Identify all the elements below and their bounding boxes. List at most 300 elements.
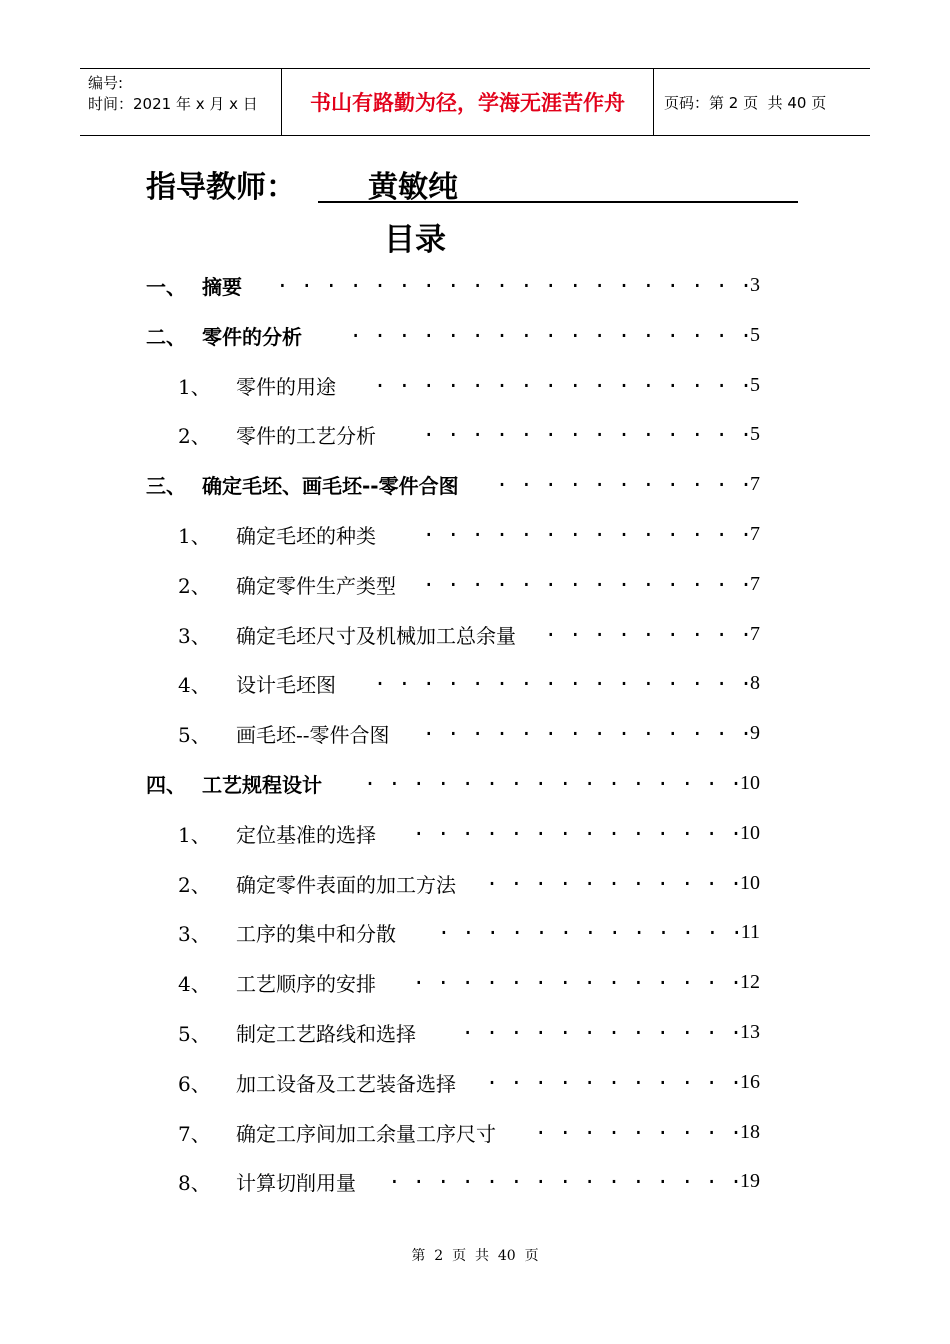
leader-dot: . <box>705 965 718 989</box>
leader-dot: . <box>666 617 679 641</box>
leader-dot: . <box>608 816 621 840</box>
leader-dot: . <box>437 1164 450 1188</box>
leader-dot: . <box>544 617 557 641</box>
leader-dot: . <box>496 567 509 591</box>
leader-dot: . <box>364 766 377 790</box>
leader-dot: . <box>691 716 704 740</box>
leader-dot: . <box>618 368 631 392</box>
leader-dot: . <box>666 318 679 342</box>
leader-dot: . <box>583 1164 596 1188</box>
leader-dot: . <box>349 268 362 292</box>
leader-dot: . <box>666 467 679 491</box>
leader-dot: . <box>740 617 753 641</box>
toc-entry-number: 1、 <box>178 374 211 399</box>
leader-dot: . <box>583 866 596 890</box>
leader-dot: . <box>740 517 753 541</box>
toc-dot-leader <box>400 716 753 748</box>
leader-dot: . <box>447 716 460 740</box>
leader-dot: . <box>496 666 509 690</box>
leader-dot: . <box>544 417 557 441</box>
leader-dot: . <box>486 965 499 989</box>
leader-dot: . <box>462 915 475 939</box>
toc-dot-leader <box>526 617 753 649</box>
leader-dot: . <box>705 1115 718 1139</box>
leader-dot: . <box>730 965 743 989</box>
leader-dot: . <box>496 417 509 441</box>
leader-dot: . <box>398 666 411 690</box>
leader-dot: . <box>608 1115 621 1139</box>
toc-entry[interactable] <box>0 419 950 449</box>
leader-dot: . <box>618 318 631 342</box>
leader-dot: . <box>656 1015 669 1039</box>
leader-dot: . <box>632 816 645 840</box>
leader-dot: . <box>705 816 718 840</box>
toc-entry[interactable] <box>0 270 950 300</box>
leader-dot: . <box>656 1164 669 1188</box>
leader-dot: . <box>666 666 679 690</box>
leader-dot: . <box>681 816 694 840</box>
leader-dot: . <box>412 766 425 790</box>
toc-entry[interactable] <box>0 868 950 898</box>
leader-dot: . <box>608 766 621 790</box>
leader-dot: . <box>691 666 704 690</box>
leader-dot: . <box>300 268 313 292</box>
leader-dot: . <box>447 517 460 541</box>
toc-entry[interactable] <box>0 818 950 848</box>
leader-dot: . <box>461 1015 474 1039</box>
leader-dot: . <box>583 766 596 790</box>
leader-dot: . <box>422 517 435 541</box>
leader-dot: . <box>593 716 606 740</box>
leader-dot: . <box>534 965 547 989</box>
leader-dot: . <box>691 617 704 641</box>
toc-dot-leader <box>406 915 743 947</box>
leader-dot: . <box>569 268 582 292</box>
leader-dot: . <box>642 467 655 491</box>
toc-entry-page-number: 18 <box>740 1120 760 1143</box>
leader-dot: . <box>593 467 606 491</box>
leader-dot: . <box>740 467 753 491</box>
leader-dot: . <box>681 1115 694 1139</box>
leader-dot: . <box>681 965 694 989</box>
toc-entry-number: 三、 <box>146 473 186 498</box>
leader-dot: . <box>681 766 694 790</box>
leader-dot: . <box>691 467 704 491</box>
leader-dot: . <box>496 368 509 392</box>
toc-dot-leader <box>386 816 743 848</box>
toc-entry-page-number: 19 <box>740 1169 760 1192</box>
leader-dot: . <box>642 666 655 690</box>
header-code-label: 编号: <box>88 74 124 92</box>
leader-dot: . <box>618 567 631 591</box>
toc-entry-page-number: 7 <box>750 472 760 495</box>
leader-dot: . <box>608 915 621 939</box>
toc-entry[interactable] <box>0 768 950 798</box>
leader-dot: . <box>374 666 387 690</box>
leader-dot: . <box>388 766 401 790</box>
leader-dot: . <box>715 417 728 441</box>
leader-dot: . <box>666 716 679 740</box>
leader-dot: . <box>656 965 669 989</box>
leader-dot: . <box>632 1065 645 1089</box>
leader-dot: . <box>496 467 509 491</box>
leader-dot: . <box>447 417 460 441</box>
leader-dot: . <box>740 716 753 740</box>
leader-dot: . <box>593 268 606 292</box>
leader-dot: . <box>422 716 435 740</box>
toc-entry-title: 计算切削用量 <box>236 1170 356 1195</box>
toc-entry-title: 零件的工艺分析 <box>236 423 376 448</box>
leader-dot: . <box>520 368 533 392</box>
leader-dot: . <box>461 766 474 790</box>
leader-dot: . <box>618 666 631 690</box>
leader-dot: . <box>544 467 557 491</box>
toc-entry-title: 画毛坯--零件合图 <box>236 722 390 747</box>
toc-dot-leader <box>366 1164 743 1196</box>
leader-dot: . <box>608 1065 621 1089</box>
toc-entry-title: 设计毛坯图 <box>236 672 336 697</box>
leader-dot: . <box>632 766 645 790</box>
leader-dot: . <box>569 716 582 740</box>
leader-dot: . <box>388 1164 401 1188</box>
leader-dot: . <box>593 567 606 591</box>
leader-dot: . <box>633 915 646 939</box>
leader-dot: . <box>681 915 694 939</box>
leader-dot: . <box>510 1164 523 1188</box>
leader-dot: . <box>422 567 435 591</box>
leader-dot: . <box>730 915 743 939</box>
leader-dot: . <box>618 417 631 441</box>
toc-entry-number: 二、 <box>146 324 186 349</box>
advisor-underline <box>318 201 798 203</box>
toc-entry-title: 确定零件生产类型 <box>236 573 396 598</box>
leader-dot: . <box>349 318 362 342</box>
leader-dot: . <box>534 1015 547 1039</box>
leader-dot: . <box>740 417 753 441</box>
toc-entry[interactable] <box>0 469 950 499</box>
leader-dot: . <box>593 368 606 392</box>
toc-entry-page-number: 10 <box>740 771 760 794</box>
leader-dot: . <box>559 766 572 790</box>
leader-dot: . <box>486 915 499 939</box>
leader-dot: . <box>715 666 728 690</box>
toc-entry[interactable] <box>0 1067 950 1097</box>
toc-entry-number: 4、 <box>178 672 211 697</box>
leader-dot: . <box>520 318 533 342</box>
toc-entry-title: 制定工艺路线和选择 <box>236 1021 416 1046</box>
toc-dot-leader <box>252 268 753 300</box>
leader-dot: . <box>544 318 557 342</box>
toc-entry-page-number: 10 <box>740 821 760 844</box>
leader-dot: . <box>715 467 728 491</box>
toc-dot-leader <box>312 318 753 350</box>
leader-dot: . <box>559 915 572 939</box>
leader-dot: . <box>461 816 474 840</box>
leader-dot: . <box>437 816 450 840</box>
leader-dot: . <box>471 666 484 690</box>
leader-dot: . <box>569 368 582 392</box>
toc-dot-leader <box>466 866 743 898</box>
toc-entry-number: 3、 <box>178 921 211 946</box>
leader-dot: . <box>447 666 460 690</box>
header-table <box>80 68 870 136</box>
toc-entry-number: 5、 <box>178 722 211 747</box>
footer-page-text: 第 2 页 共 40 页 <box>411 1248 539 1264</box>
leader-dot: . <box>740 666 753 690</box>
toc-dot-leader <box>386 517 753 549</box>
leader-dot: . <box>608 1164 621 1188</box>
leader-dot: . <box>666 268 679 292</box>
leader-dot: . <box>496 318 509 342</box>
leader-dot: . <box>656 1115 669 1139</box>
leader-dot: . <box>681 1164 694 1188</box>
leader-dot: . <box>715 268 728 292</box>
leader-dot: . <box>691 417 704 441</box>
header-page-info-text: 页码：第 2 页 共 40 页 <box>664 93 827 112</box>
leader-dot: . <box>569 417 582 441</box>
leader-dot: . <box>740 567 753 591</box>
leader-dot: . <box>632 1015 645 1039</box>
leader-dot: . <box>642 567 655 591</box>
leader-dot: . <box>559 816 572 840</box>
leader-dot: . <box>583 965 596 989</box>
toc-dot-leader <box>506 1115 743 1147</box>
leader-dot: . <box>730 1015 743 1039</box>
leader-dot: . <box>398 318 411 342</box>
leader-dot: . <box>569 666 582 690</box>
toc-entry[interactable] <box>0 1117 950 1147</box>
toc-entry-page-number: 16 <box>740 1070 760 1093</box>
toc-entry-number: 一、 <box>146 274 186 299</box>
leader-dot: . <box>691 268 704 292</box>
leader-dot: . <box>569 567 582 591</box>
leader-dot: . <box>437 915 450 939</box>
toc-entry-number: 1、 <box>178 523 211 548</box>
leader-dot: . <box>705 1164 718 1188</box>
toc-entry-title: 确定毛坯的种类 <box>236 523 376 548</box>
leader-dot: . <box>730 1065 743 1089</box>
leader-dot: . <box>510 866 523 890</box>
leader-dot: . <box>618 617 631 641</box>
toc-entry-title: 确定零件表面的加工方法 <box>236 872 456 897</box>
leader-dot: . <box>471 417 484 441</box>
leader-dot: . <box>569 617 582 641</box>
toc-entry-number: 4、 <box>178 971 211 996</box>
toc-entry[interactable] <box>0 917 950 947</box>
toc-entry[interactable] <box>0 718 950 748</box>
leader-dot: . <box>412 816 425 840</box>
leader-dot: . <box>642 517 655 541</box>
leader-dot: . <box>583 1115 596 1139</box>
leader-dot: . <box>534 1115 547 1139</box>
leader-dot: . <box>520 567 533 591</box>
leader-dot: . <box>593 517 606 541</box>
leader-dot: . <box>657 915 670 939</box>
leader-dot: . <box>730 866 743 890</box>
toc-entry-number: 2、 <box>178 872 211 897</box>
leader-dot: . <box>666 567 679 591</box>
toc-dot-leader <box>466 1065 743 1097</box>
toc-entry[interactable] <box>0 370 950 400</box>
leader-dot: . <box>666 517 679 541</box>
leader-dot: . <box>374 368 387 392</box>
toc-entry-number: 2、 <box>178 573 211 598</box>
leader-dot: . <box>656 1065 669 1089</box>
leader-dot: . <box>618 517 631 541</box>
toc-entry-page-number: 13 <box>740 1020 760 1043</box>
leader-dot: . <box>583 816 596 840</box>
advisor-name: 黄敏纯 <box>368 170 458 205</box>
toc-dot-leader <box>346 368 753 400</box>
leader-dot: . <box>422 368 435 392</box>
toc-entry-title: 零件的分析 <box>202 324 302 349</box>
toc-entry-page-number: 3 <box>750 273 760 296</box>
leader-dot: . <box>715 517 728 541</box>
toc-entry-page-number: 11 <box>740 920 760 943</box>
leader-dot: . <box>486 1065 499 1089</box>
toc-entry-title: 工艺规程设计 <box>202 772 322 797</box>
leader-dot: . <box>447 268 460 292</box>
leader-dot: . <box>496 517 509 541</box>
toc-entry-page-number: 7 <box>750 622 760 645</box>
toc-entry-number: 5、 <box>178 1021 211 1046</box>
leader-dot: . <box>642 617 655 641</box>
leader-dot: . <box>715 318 728 342</box>
leader-dot: . <box>642 417 655 441</box>
toc-entry-page-number: 7 <box>750 522 760 545</box>
leader-dot: . <box>569 318 582 342</box>
leader-dot: . <box>608 965 621 989</box>
toc-entry[interactable] <box>0 519 950 549</box>
toc-entry-number: 8、 <box>178 1170 211 1195</box>
toc-entry-number: 1、 <box>178 822 211 847</box>
leader-dot: . <box>705 1015 718 1039</box>
leader-dot: . <box>510 766 523 790</box>
leader-dot: . <box>437 965 450 989</box>
leader-dot: . <box>471 567 484 591</box>
leader-dot: . <box>681 866 694 890</box>
leader-dot: . <box>559 1115 572 1139</box>
leader-dot: . <box>510 816 523 840</box>
leader-dot: . <box>544 567 557 591</box>
toc-entry[interactable] <box>0 320 950 350</box>
leader-dot: . <box>412 965 425 989</box>
leader-dot: . <box>510 1015 523 1039</box>
leader-dot: . <box>510 1065 523 1089</box>
toc-entry-number: 6、 <box>178 1071 211 1096</box>
leader-dot: . <box>730 816 743 840</box>
leader-dot: . <box>398 368 411 392</box>
leader-dot: . <box>486 1164 499 1188</box>
leader-dot: . <box>593 417 606 441</box>
toc-entry[interactable] <box>0 619 950 649</box>
leader-dot: . <box>471 368 484 392</box>
leader-dot: . <box>740 368 753 392</box>
leader-dot: . <box>583 1015 596 1039</box>
leader-dot: . <box>520 268 533 292</box>
leader-dot: . <box>730 1164 743 1188</box>
leader-dot: . <box>535 915 548 939</box>
leader-dot: . <box>691 517 704 541</box>
leader-dot: . <box>715 716 728 740</box>
toc-entry-title: 摘要 <box>202 274 242 299</box>
toc-entry[interactable] <box>0 1166 950 1196</box>
leader-dot: . <box>569 467 582 491</box>
leader-dot: . <box>486 1015 499 1039</box>
leader-dot: . <box>496 268 509 292</box>
leader-dot: . <box>520 517 533 541</box>
leader-dot: . <box>437 766 450 790</box>
leader-dot: . <box>325 268 338 292</box>
toc-entry-number: 2、 <box>178 423 211 448</box>
leader-dot: . <box>656 766 669 790</box>
leader-dot: . <box>398 268 411 292</box>
leader-dot: . <box>520 467 533 491</box>
leader-dot: . <box>559 1164 572 1188</box>
leader-dot: . <box>534 866 547 890</box>
leader-dot: . <box>544 666 557 690</box>
leader-dot: . <box>559 1065 572 1089</box>
leader-dot: . <box>374 318 387 342</box>
leader-dot: . <box>544 716 557 740</box>
leader-dot: . <box>618 716 631 740</box>
leader-dot: . <box>730 766 743 790</box>
leader-dot: . <box>730 1115 743 1139</box>
toc-entry-page-number: 5 <box>750 373 760 396</box>
leader-dot: . <box>642 318 655 342</box>
leader-dot: . <box>705 866 718 890</box>
leader-dot: . <box>656 866 669 890</box>
leader-dot: . <box>593 666 606 690</box>
leader-dot: . <box>608 866 621 890</box>
leader-dot: . <box>447 567 460 591</box>
toc-entry[interactable] <box>0 967 950 997</box>
toc-entry-page-number: 10 <box>740 871 760 894</box>
leader-dot: . <box>511 915 524 939</box>
leader-dot: . <box>632 1115 645 1139</box>
toc-entry-page-number: 8 <box>750 671 760 694</box>
leader-dot: . <box>486 766 499 790</box>
leader-dot: . <box>656 816 669 840</box>
leader-dot: . <box>461 965 474 989</box>
page-footer <box>0 1245 950 1265</box>
leader-dot: . <box>608 1015 621 1039</box>
leader-dot: . <box>642 268 655 292</box>
leader-dot: . <box>706 915 719 939</box>
toc-dot-leader <box>426 1015 743 1047</box>
toc-entry[interactable] <box>0 569 950 599</box>
leader-dot: . <box>584 915 597 939</box>
leader-dot: . <box>276 268 289 292</box>
leader-dot: . <box>681 1065 694 1089</box>
leader-dot: . <box>412 1164 425 1188</box>
leader-dot: . <box>422 417 435 441</box>
toc-entry-title: 确定工序间加工余量工序尺寸 <box>236 1121 496 1146</box>
toc-entry-page-number: 7 <box>750 572 760 595</box>
leader-dot: . <box>666 368 679 392</box>
toc-entry[interactable] <box>0 668 950 698</box>
header-meta-cell <box>80 69 282 135</box>
leader-dot: . <box>642 368 655 392</box>
leader-dot: . <box>618 467 631 491</box>
toc-entry[interactable] <box>0 1017 950 1047</box>
leader-dot: . <box>374 268 387 292</box>
leader-dot: . <box>715 368 728 392</box>
leader-dot: . <box>471 517 484 541</box>
leader-dot: . <box>691 368 704 392</box>
header-motto-text: 书山有路勤为径，学海无涯苦作舟 <box>310 91 625 115</box>
leader-dot: . <box>544 268 557 292</box>
